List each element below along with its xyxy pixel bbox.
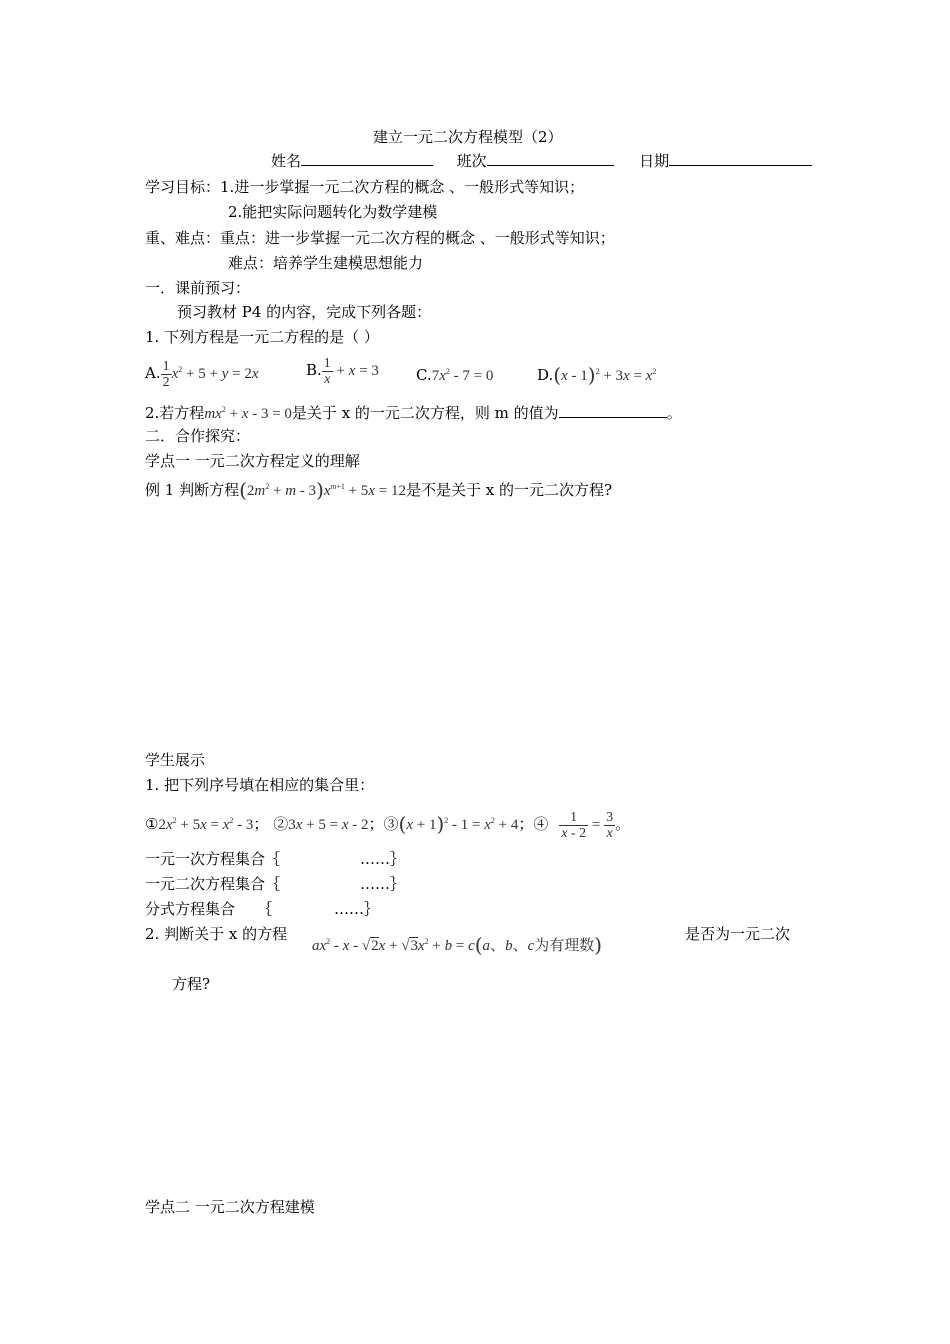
q2-suffix: 是关于 x 的一元二次方程，则 m 的值为 [291, 404, 559, 422]
option-a-label: A. [145, 364, 161, 382]
name-field[interactable] [301, 151, 433, 166]
separator: ； [518, 815, 534, 833]
task-2 [145, 924, 287, 944]
set-quadratic [145, 874, 405, 894]
section1-heading: 一．课前预习： [145, 279, 251, 297]
set2-label: 一元二次方程集合｛ [145, 875, 281, 893]
dots: …… [360, 850, 391, 868]
class-field[interactable] [487, 151, 614, 166]
close-brace: ｝ [390, 850, 406, 868]
q1-option-a: A. $\frac{1}{2}$ $x^2 + 5 + y = 2x$ [145, 358, 259, 390]
fraction: $\frac{1}{x - 2}$ [561, 809, 587, 841]
set1-label: 一元一次方程集合｛ [145, 850, 281, 868]
section2-heading: 二．合作探究： [145, 427, 251, 445]
example-1: 例 1 判断方程$(2m^2 + m - 3)x^{m+1} + 5x = 12$是不是关于 x 的一元二次方程? [145, 478, 612, 502]
task2-suffix: 是否为一元二次 [685, 925, 791, 943]
example1-prefix: 例 1 判断方程 [145, 481, 240, 499]
q2-answer-field[interactable] [559, 403, 667, 418]
set3-brace: ｛ [257, 900, 273, 918]
point2-heading: 学点二 一元二次方程建模 [145, 1198, 315, 1216]
dots: …… [334, 900, 365, 918]
q1-option-d: $D.(x - 1)^2 + 3x = x^2$ [537, 363, 657, 387]
dots: …… [360, 875, 391, 893]
mark-4: ④ [533, 815, 549, 833]
task2-prefix: 2. 判断关于 x 的方程 [145, 925, 288, 943]
q2-prefix: 2.若方程 [145, 404, 205, 422]
fraction: $\frac{1}{2}$ [162, 358, 170, 390]
separator: ； [253, 815, 269, 833]
mark-3: ③ [383, 815, 399, 833]
goals-line-1 [145, 177, 584, 197]
goals-label: 学习目标： [145, 178, 221, 196]
close-brace: ｝ [364, 900, 380, 918]
mark-1: ① [145, 815, 159, 833]
task-1: 1. 把下列序号填在相应的集合里： [145, 776, 375, 794]
mark-2: ② [273, 815, 289, 833]
end-mark: 。 [615, 815, 631, 833]
date-label: 日期 [639, 152, 670, 170]
display-label: 学生展示 [145, 751, 206, 769]
date-field[interactable] [669, 151, 812, 166]
question-1: 1. 下列方程是一元二方程的是（ ） [145, 328, 379, 346]
task2-continuation: 方程? [172, 975, 211, 993]
task2-paren-text: 为有理数 [534, 938, 595, 954]
question-2: 2.若方程$mx^2 + x - 3 = 0$是关于 x 的一元二次方程，则 m 的值为 。 [145, 404, 682, 422]
point1-heading: 学点一 一元二次方程定义的理解 [145, 452, 360, 470]
q2-end: 。 [666, 404, 682, 422]
keypoints-line [145, 228, 615, 248]
set-linear [145, 849, 405, 869]
separator: ； [368, 815, 384, 833]
fraction: $\frac{3}{x}$ [606, 809, 614, 841]
fraction: $\frac{1}{x}$ [323, 355, 331, 387]
info-line [271, 151, 812, 171]
option-d-label: D. [537, 366, 554, 384]
option-c-label: C. [416, 366, 432, 384]
close-brace: ｝ [390, 875, 406, 893]
class-label: 班次 [456, 152, 487, 170]
goal-item-1: 1.进一步掌握一元二次方程的概念 、一般形式等知识； [220, 178, 585, 196]
page-title: 建立一元二次方程模型（2） [373, 128, 563, 146]
option-b-label: B. [306, 361, 322, 379]
keypoint-difficult: 难点：培养学生建模思想能力 [228, 254, 424, 272]
name-label: 姓名 [271, 152, 302, 170]
equations-list: $①2x^2 + 5x = x^2 - 3$； ②3x + 5 = x - 2；③(x + $1)^2 - 1 = x^2 + 4$；④ $\frac{1}{x - 2}$ = $\frac{3}{x}$ 。 [145, 809, 631, 841]
goal-item-2: 2.能把实际问题转化为数学建模 [228, 203, 438, 221]
task2-equation: $ax^2 - x - √2x + √3x^2 + b = c(a$、b、c为有理数) [312, 933, 603, 957]
keypoint-key: 重点：进一步掌握一元二次方程的概念 、一般形式等知识； [220, 229, 615, 247]
keypoints-label: 重、难点： [145, 229, 221, 247]
section1-intro: 预习教材 P4 的内容，完成下列各题： [177, 303, 432, 321]
q1-option-c: $C.7x^2 - 7 = 0$ [416, 366, 494, 384]
example1-suffix: 是不是关于 x 的一元二次方程? [405, 481, 612, 499]
set-fractional [145, 899, 379, 919]
set3-label: 分式方程集合 [145, 900, 236, 918]
q1-option-b: B. $\frac{1}{x}$ + x = 3 [306, 355, 379, 387]
